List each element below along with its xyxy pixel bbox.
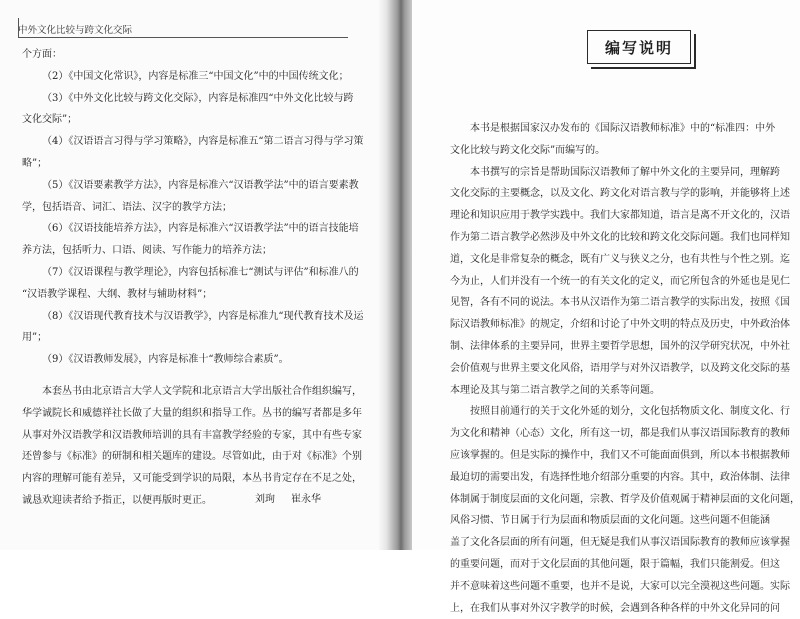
text-line: （3）《中外文化比较与跨文化交际》，内容是标准四“中外文化比较与跨 [42,92,354,104]
text-line: （2）《中国文化常识》，内容是标准三“中国文化”中的中国传统文化； [42,70,349,82]
text-line: （6）《汉语技能培养方法》，内容是标准六“汉语教学法”中的语言技能培 [42,223,359,235]
text-line: 本书是根据国家汉办发布的《国际汉语教师标准》中的“标准四：中外 [470,123,776,134]
text-line: 本套丛书由北京语言大学人文学院和北京语言大学出版社合作组织编写， [42,385,362,397]
right-page-body [450,118,800,619]
text-line: 用”； [22,332,48,344]
running-head: 中外文化比较与跨文化交际 [18,25,133,36]
text-line: 内容的理解可能有差异，又可能受到学识的局限，本丛书肯定存在不足之处， [22,473,362,485]
text-line: 并不意味着这些问题不重要，也并不是说，大家可以完全漠视这些问题。实际 [450,580,790,592]
left-page-list [22,44,362,371]
text-line: （7）《汉语课程与教学理论》，内容包括标准七“测试与评估”和标准八的 [42,266,359,278]
text-line: 最迫切的需要出发，有选择性地介绍部分重要的内容。其中，政治体制、法律 [450,471,790,483]
text-line: （4）《汉语语言习得与学习策略》，内容是标准五“第二语言习得与学习策 [42,136,364,148]
header-rule-horizontal [18,37,348,38]
text-line: 上，在我们从事对外汉字教学的时候，会遇到各种各样的中外文化异同的问 [450,602,780,614]
text-line: 盖了文化各层面的所有问题，但无疑是我们从事汉语国际教育的教师应该掌握 [450,537,790,549]
text-line: 华学诚院长和威德祥社长做了大量的组织和指导工作。丛书的编写者都是多年 [22,407,362,419]
right-page-paragraphs [450,118,800,619]
text-line: 略”； [22,157,48,169]
text-line: 文化交际”； [22,114,78,126]
text-line: （9）《汉语教师发展》，内容是标准十“教师综合素质”。 [42,354,289,366]
text-line: 文化比较与跨文化交际”而编写的。 [450,144,606,156]
text-line: 风俗习惯、节日属于行为层面和物质层面的文化问题。这些问题不但能涵 [450,515,770,527]
text-line: 为文化和精神（心态）文化，所有这一切，都是我们从事汉语国际教育的教师 [450,428,790,440]
text-line: “汉语教学课程、大纲、教材与辅助材料”； [22,288,213,300]
text-line: 道，文化是非常复杂的概念，既有广义与狭义之分，也有共性与个性之别。迄 [450,253,790,265]
text-line: 个方面： [22,49,62,60]
text-line: （5）《汉语要素教学方法》，内容是标准六“汉语教学法”中的语言要素教 [42,179,359,191]
text-line: 诚恳欢迎读者给予指正，以便再版时更正。 [22,494,212,506]
text-line: 学，包括语音、词汇、语法、汉字的教学方法； [22,201,232,213]
text-line: 体制属于制度层面的文化问题，宗教、哲学及价值观属于精神层面的文化问题， [450,493,800,505]
text-line: 养方法，包括听力、口语、阅读、写作能力的培养方法； [22,245,272,257]
text-line: 作为第二语言教学必然涉及中外文化的比较和跨文化交际问题。我们也同样知 [450,231,790,243]
text-line: （8）《汉语现代教育技术与汉语教学》，内容是标准九“现代教育技术及运 [42,310,364,322]
right-page [412,0,800,614]
author-name: 刘珣 [255,494,275,505]
section-title: 编写说明 [604,38,673,57]
text-line: 的重要问题，而对于文化层面的其他问题，限于篇幅，我们只能割爱。但这 [450,558,780,570]
signature [255,490,321,505]
text-line: 制、法律体系的主要异同，世界主要哲学思想，国外的汉学研究状况，中外社 [450,340,790,352]
left-page-body [22,44,362,512]
text-line: 见智，各有不同的说法。本书从汉语作为第二语言教学的实际出发，按照《国 [450,297,790,309]
text-line: 会价值观与世界主要文化风俗，语用学与对外汉语教学，以及跨文化交际的基 [450,362,790,374]
text-line: 应该掌握的。但是实际的操作中，我们又不可能面面俱到，所以本书根据教师 [450,449,790,461]
text-line: 文化交际的主要概念，以及文化、跨文化对语言教与学的影响，并能够将上述 [450,188,790,200]
text-line: 按照目前通行的关于文化外延的划分，文化包括物质文化、制度文化、行 [470,406,790,418]
text-line: 从事对外汉语教学和汉语教师培训的具有丰富教学经验的专家，其中有些专家 [22,429,362,441]
text-line: 本书撰写的宗旨是帮助国际汉语教师了解中外文化的主要异同，理解跨 [470,166,780,178]
text-line: 本理论及其与第二语言教学之间的关系等问题。 [450,384,660,396]
text-line: 还曾参与《标准》的研制和相关题库的建设。尽管如此，由于对《标准》个别 [22,451,362,463]
author-name: 崔永华 [291,494,321,505]
text-line: 际汉语教师标准》的规定，介绍和讨论了中外文明的特点及历史，中外政治体 [450,319,790,331]
section-title-box [587,30,691,64]
left-page [0,0,388,550]
text-line: 理论和知识应用于教学实践中。我们大家都知道，语言是离不开文化的，汉语 [450,210,790,222]
text-line: 今为止，人们并没有一个统一的有关文化的定义，而它所包含的外延也是见仁 [450,275,790,287]
